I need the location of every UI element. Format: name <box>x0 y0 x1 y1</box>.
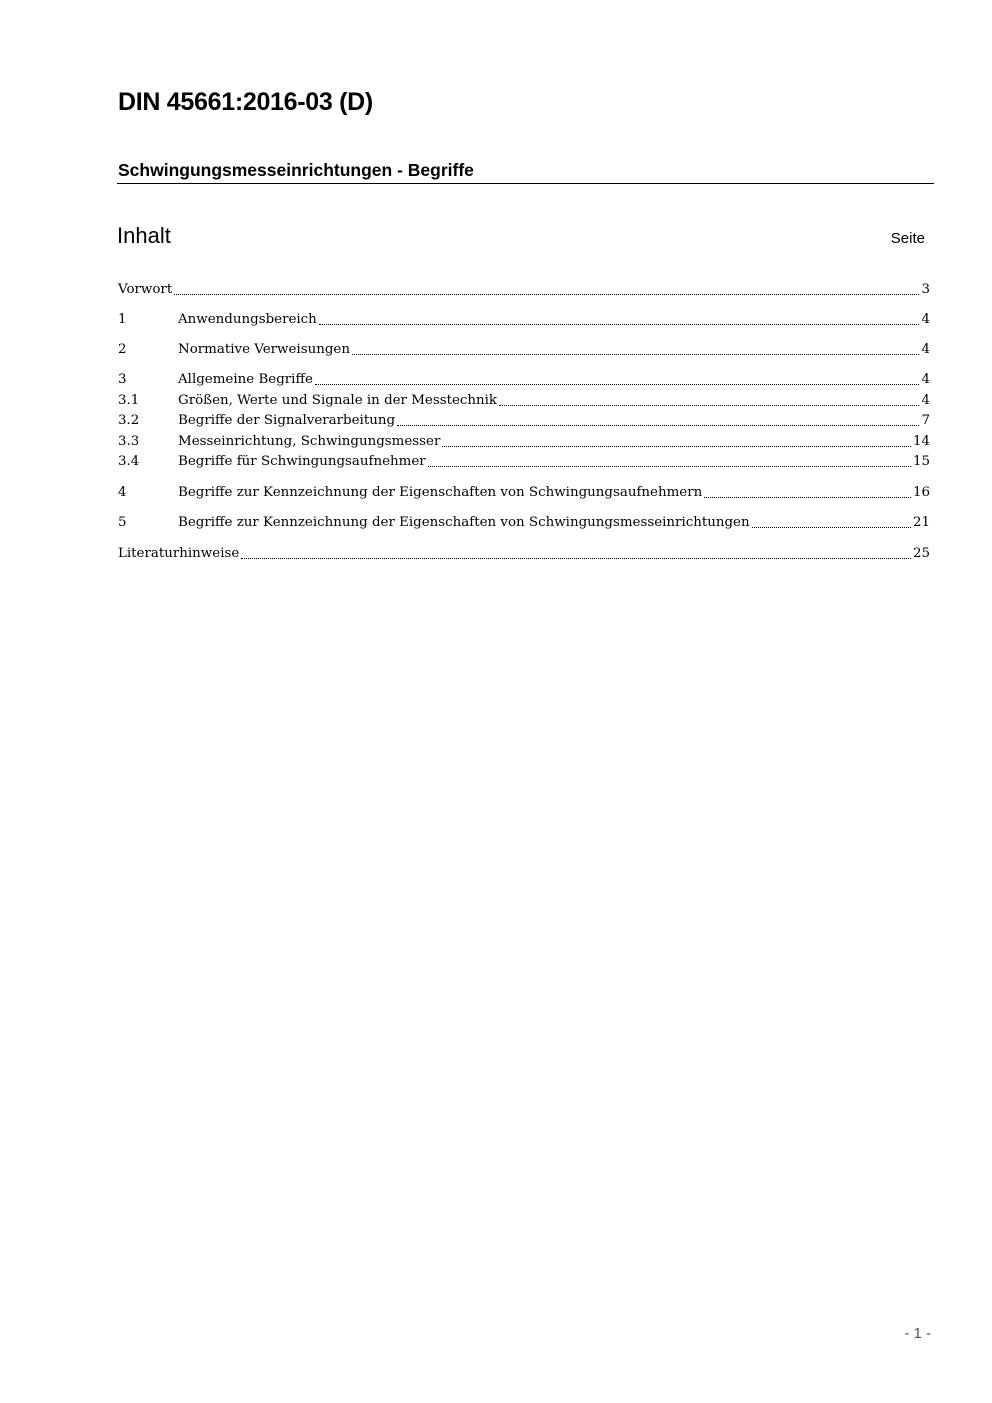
toc-page-label: Seite <box>890 230 925 247</box>
toc-dot-leader <box>752 526 911 528</box>
toc-entry-page: 21 <box>912 515 930 530</box>
toc-entry-text: Vorwort <box>118 282 173 297</box>
toc-entry-number: 1 <box>118 312 127 327</box>
toc-entry-page: 4 <box>921 342 930 357</box>
toc-entry-text: Begriffe der Signalverarbeitung <box>178 413 396 428</box>
toc-entry-4[interactable] <box>118 483 930 503</box>
toc-dot-leader <box>241 557 911 559</box>
toc-entry-number: 3.1 <box>118 393 140 408</box>
toc-entry-3[interactable] <box>118 370 930 390</box>
toc-entry-text: Allgemeine Begriffe <box>178 372 313 387</box>
toc-entry-1[interactable] <box>118 310 930 330</box>
toc-dot-leader <box>315 383 920 385</box>
toc-entry-3-3[interactable] <box>118 432 930 452</box>
toc-entry-number: 3.2 <box>118 413 140 428</box>
toc-dot-leader <box>428 465 911 467</box>
toc-entry-number: 2 <box>118 342 127 357</box>
toc-dot-leader <box>352 353 920 355</box>
toc-entry-text: Größen, Werte und Signale in der Messtechnik <box>178 393 498 408</box>
subtitle-divider <box>117 183 934 184</box>
footer-page-number: - 1 - <box>904 1325 931 1342</box>
toc-entry-page: 4 <box>921 393 930 408</box>
toc-dot-leader <box>397 424 919 426</box>
toc-entry-3-1[interactable] <box>118 391 930 411</box>
toc-entry-number: 3 <box>118 372 127 387</box>
toc-entry-number: 5 <box>118 515 127 530</box>
toc-entry-text: Begriffe zur Kennzeichnung der Eigenschaften von Schwingungsmesseinrichtungen <box>178 515 750 530</box>
toc-entry-vorwort[interactable] <box>118 280 930 300</box>
toc-entry-text: Literaturhinweise <box>118 546 240 561</box>
toc-entry-3-4[interactable] <box>118 452 930 472</box>
toc-entry-page: 14 <box>912 434 930 449</box>
toc-entry-number: 4 <box>118 485 127 500</box>
toc-dot-leader <box>319 323 920 325</box>
toc-entry-5[interactable] <box>118 513 930 533</box>
toc-entry-text: Begriffe zur Kennzeichnung der Eigenschaften von Schwingungsaufnehmern <box>178 485 703 500</box>
toc-entry-number: 3.4 <box>118 454 140 469</box>
toc-entry-page: 16 <box>912 485 930 500</box>
toc-entry-number: 3.3 <box>118 434 140 449</box>
toc-entry-page: 7 <box>921 413 930 428</box>
toc-entry-page: 15 <box>912 454 930 469</box>
toc-entry-2[interactable] <box>118 340 930 360</box>
toc-entry-page: 3 <box>921 282 930 297</box>
toc-dot-leader <box>704 496 911 498</box>
toc-dot-leader <box>442 445 911 447</box>
toc-dot-leader <box>174 293 919 295</box>
toc-dot-leader <box>499 404 919 406</box>
toc-entry-page: 25 <box>912 546 930 561</box>
toc-entry-page: 4 <box>921 312 930 327</box>
toc-entry-text: Messeinrichtung, Schwingungsmesser <box>178 434 441 449</box>
document-title: DIN 45661:2016-03 (D) <box>118 88 373 116</box>
toc-entry-text: Begriffe für Schwingungsaufnehmer <box>178 454 426 469</box>
toc-heading: Inhalt <box>117 223 171 248</box>
toc-entry-text: Anwendungsbereich <box>178 312 317 327</box>
document-subtitle: Schwingungsmesseinrichtungen - Begriffe <box>118 160 474 180</box>
toc-entry-literaturhinweise[interactable] <box>118 544 930 564</box>
toc-entry-3-2[interactable] <box>118 411 930 431</box>
toc-entry-page: 4 <box>921 372 930 387</box>
toc-entry-text: Normative Verweisungen <box>178 342 350 357</box>
